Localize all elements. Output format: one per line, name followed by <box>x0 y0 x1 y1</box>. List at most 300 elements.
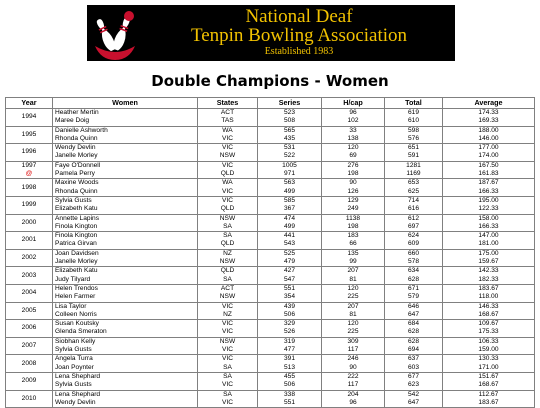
header-hcap: H/cap <box>322 98 385 109</box>
average-score: 177.00 <box>478 144 499 152</box>
player-name: Susan Koutsky <box>55 320 99 328</box>
average-score: 167.50 <box>478 161 499 169</box>
table-row <box>6 214 535 232</box>
average-score: 183.67 <box>478 285 499 293</box>
player-name: Helen Trendos <box>55 285 98 293</box>
average-score: 142.33 <box>478 267 499 275</box>
total-score: 576 <box>407 134 419 142</box>
series-score: 338 <box>283 390 295 398</box>
total-score: 684 <box>407 320 419 328</box>
player-name: Sylvia Gusts <box>55 346 92 354</box>
player-name-cell <box>53 320 198 338</box>
total-score: 677 <box>407 373 419 380</box>
handicap-cell <box>322 302 385 320</box>
state-cell <box>198 302 258 320</box>
player-name: Glenda Smeraton <box>55 328 107 336</box>
table-row <box>6 196 535 214</box>
average-score-cell <box>443 320 535 338</box>
series-score: 354 <box>283 293 295 301</box>
total-score: 609 <box>407 240 419 248</box>
state: VIC <box>222 134 233 142</box>
table-row <box>6 320 535 338</box>
player-name: Wendy Devlin <box>55 398 96 406</box>
average-score-cell <box>443 214 535 232</box>
total-score: 646 <box>407 302 419 310</box>
year-cell <box>6 144 53 162</box>
player-name: Elizabeth Katu <box>55 267 98 275</box>
handicap: 207 <box>347 267 359 275</box>
table-row <box>6 337 535 355</box>
state: NSW <box>219 258 236 266</box>
average-score-cell <box>443 196 535 214</box>
handicap: 129 <box>347 197 359 205</box>
player-name-cell <box>53 355 198 373</box>
series-score-cell <box>258 337 322 355</box>
player-name: Annette Lapins <box>55 214 99 222</box>
state-cell <box>198 144 258 162</box>
average-score-cell <box>443 232 535 250</box>
header-total: Total <box>385 98 443 109</box>
total-score: 647 <box>407 398 419 406</box>
handicap: 90 <box>349 179 357 187</box>
state: WA <box>222 179 233 187</box>
total-score-cell <box>385 267 443 285</box>
average-score: 181.00 <box>478 240 499 248</box>
year-value: 2010 <box>21 394 37 402</box>
state-cell <box>198 267 258 285</box>
average-score: 109.67 <box>478 320 499 328</box>
year-value: 1999 <box>21 201 37 209</box>
state: QLD <box>220 205 235 213</box>
table-row <box>6 144 535 162</box>
state-cell <box>198 372 258 390</box>
handicap: 198 <box>347 222 359 230</box>
handicap: 222 <box>347 373 359 380</box>
player-name: Lena Shephard <box>55 373 101 380</box>
series-score: 543 <box>283 240 295 248</box>
total-score: 610 <box>407 117 419 125</box>
total-score: 612 <box>407 214 419 222</box>
player-name: Rhonda Quinn <box>55 134 98 142</box>
handicap-cell <box>322 355 385 373</box>
total-score: 625 <box>407 187 419 195</box>
handicap: 117 <box>347 381 359 389</box>
series-score: 551 <box>283 285 295 293</box>
year-cell <box>6 267 53 285</box>
year-cell <box>6 161 53 179</box>
year-value: 2000 <box>21 218 37 226</box>
average-score: 151.67 <box>478 373 499 380</box>
year-value: 1994 <box>21 113 37 121</box>
state: SA <box>223 275 232 283</box>
state: VIC <box>222 161 233 169</box>
series-score: 441 <box>283 232 295 240</box>
handicap: 99 <box>349 258 357 266</box>
year-marker: @ <box>25 170 33 178</box>
handicap: 33 <box>349 126 357 134</box>
series-score: 585 <box>283 197 295 205</box>
total-score-cell <box>385 355 443 373</box>
table-row <box>6 109 535 127</box>
state: NZ <box>223 310 232 318</box>
state: SA <box>223 390 232 398</box>
series-score-cell <box>258 320 322 338</box>
series-score-cell <box>258 249 322 267</box>
state: NSW <box>219 152 236 160</box>
series-score: 329 <box>283 320 295 328</box>
year-cell <box>6 355 53 373</box>
average-score-cell <box>443 161 535 179</box>
handicap: 1138 <box>345 214 361 222</box>
total-score-cell <box>385 337 443 355</box>
average-score: 118.00 <box>478 293 499 301</box>
series-score-cell <box>258 372 322 390</box>
total-score: 542 <box>407 390 419 398</box>
banner-title-line1: National Deaf <box>245 6 353 27</box>
series-score: 435 <box>283 134 295 142</box>
average-score: 195.00 <box>478 197 499 205</box>
average-score: 169.33 <box>478 117 499 125</box>
average-score: 182.33 <box>478 275 499 283</box>
header-year: Year <box>6 98 53 109</box>
year-value: 2009 <box>21 377 37 385</box>
state-cell <box>198 214 258 232</box>
series-score: 508 <box>283 117 295 125</box>
series-score: 525 <box>283 249 295 257</box>
player-name: Rhonda Quinn <box>55 187 98 195</box>
total-score-cell <box>385 302 443 320</box>
player-name-cell <box>53 126 198 144</box>
average-score-cell <box>443 144 535 162</box>
player-name: Wendy Devlin <box>55 144 96 152</box>
average-score-cell <box>443 249 535 267</box>
state-cell <box>198 320 258 338</box>
handicap: 135 <box>347 249 359 257</box>
year-value: 1995 <box>21 130 37 138</box>
total-score: 623 <box>407 381 419 389</box>
player-name: Sylvia Gusts <box>55 381 92 389</box>
state: VIC <box>222 346 233 354</box>
series-score-cell <box>258 355 322 373</box>
year-value: 1996 <box>21 148 37 156</box>
handicap: 204 <box>347 390 359 398</box>
average-score: 188.00 <box>478 126 499 134</box>
total-score: 637 <box>407 355 419 363</box>
table-row <box>6 284 535 302</box>
player-name-cell <box>53 249 198 267</box>
average-score-cell <box>443 267 535 285</box>
series-score: 367 <box>283 205 295 213</box>
player-name: Joan Davidsen <box>55 249 99 257</box>
state: QLD <box>220 170 235 178</box>
handicap-cell <box>322 126 385 144</box>
player-name-cell <box>53 232 198 250</box>
state: SA <box>223 363 232 371</box>
series-score: 506 <box>283 381 295 389</box>
series-score: 547 <box>283 275 295 283</box>
association-banner <box>87 5 455 61</box>
total-score: 694 <box>407 346 419 354</box>
total-score: 660 <box>407 249 419 257</box>
player-name: Patrica Girvan <box>55 240 97 248</box>
series-score: 439 <box>283 302 295 310</box>
average-score: 166.33 <box>478 187 499 195</box>
handicap: 225 <box>347 293 359 301</box>
average-score: 146.33 <box>478 302 499 310</box>
player-name: Elizabeth Katu <box>55 205 98 213</box>
series-score: 565 <box>283 126 295 134</box>
year-value: 2004 <box>21 289 37 297</box>
year-cell <box>6 126 53 144</box>
series-score: 526 <box>283 328 295 336</box>
page-title: Double Champions - Women <box>151 72 389 90</box>
year-cell <box>6 284 53 302</box>
total-score: 647 <box>407 310 419 318</box>
series-score-cell <box>258 144 322 162</box>
series-score: 319 <box>283 337 295 345</box>
handicap-cell <box>322 196 385 214</box>
series-score-cell <box>258 126 322 144</box>
average-score: 168.67 <box>478 310 499 318</box>
year-value: 1998 <box>21 183 37 191</box>
year-cell <box>6 249 53 267</box>
player-name: Janelle Morley <box>55 152 98 160</box>
handicap-cell <box>322 109 385 127</box>
total-score: 634 <box>407 267 419 275</box>
series-score: 474 <box>283 214 295 222</box>
table-row <box>6 355 535 373</box>
player-name: Lena Shephard <box>55 390 101 398</box>
handicap: 225 <box>347 328 359 336</box>
bowling-pins-logo-icon <box>89 6 141 60</box>
series-score-cell <box>258 214 322 232</box>
average-score: 166.33 <box>478 222 499 230</box>
year-value: 2005 <box>21 306 37 314</box>
handicap-cell <box>322 372 385 390</box>
year-cell <box>6 214 53 232</box>
total-score: 697 <box>407 222 419 230</box>
player-name: Danielle Ashworth <box>55 126 108 134</box>
series-score: 531 <box>283 144 295 152</box>
series-score: 523 <box>283 109 295 117</box>
state: WA <box>222 126 233 134</box>
series-score-cell <box>258 161 322 179</box>
player-name: Faye O'Donnell <box>55 161 101 169</box>
player-name-cell <box>53 144 198 162</box>
table-row <box>6 302 535 320</box>
average-score: 161.83 <box>478 170 499 178</box>
player-name: Lisa Taylor <box>55 302 87 310</box>
state: VIC <box>222 320 233 328</box>
total-score: 628 <box>407 275 419 283</box>
total-score: 671 <box>407 285 419 293</box>
total-score: 624 <box>407 232 419 240</box>
year-value: 2003 <box>21 271 37 279</box>
average-score: 146.00 <box>478 134 499 142</box>
state-cell <box>198 179 258 197</box>
player-name: Judy Tilyard <box>55 275 91 283</box>
state: QLD <box>220 240 235 248</box>
header-average: Average <box>443 98 535 109</box>
table-row <box>6 126 535 144</box>
total-score-cell <box>385 179 443 197</box>
handicap-cell <box>322 179 385 197</box>
table-header-row <box>6 98 535 109</box>
handicap: 138 <box>347 134 359 142</box>
average-score: 122.33 <box>478 205 499 213</box>
handicap: 126 <box>347 187 359 195</box>
handicap: 102 <box>347 117 359 125</box>
player-name-cell <box>53 337 198 355</box>
state-cell <box>198 284 258 302</box>
series-score-cell <box>258 179 322 197</box>
player-name: Sylvia Gusts <box>55 197 92 205</box>
header-states: States <box>198 98 258 109</box>
average-score-cell <box>443 302 535 320</box>
player-name-cell <box>53 109 198 127</box>
total-score: 651 <box>407 144 419 152</box>
state: VIC <box>222 144 233 152</box>
series-score: 479 <box>283 258 295 266</box>
state: NZ <box>223 249 232 257</box>
average-score: 174.00 <box>478 152 499 160</box>
year-value: 2007 <box>21 341 37 349</box>
total-score-cell <box>385 161 443 179</box>
handicap: 69 <box>349 152 357 160</box>
state: VIC <box>222 355 233 363</box>
handicap: 81 <box>349 275 357 283</box>
series-score: 563 <box>283 179 295 187</box>
series-score-cell <box>258 232 322 250</box>
state: SA <box>223 373 232 380</box>
average-score: 159.00 <box>478 346 499 354</box>
handicap: 66 <box>349 240 357 248</box>
series-score: 477 <box>283 346 295 354</box>
handicap: 120 <box>347 144 359 152</box>
player-name: Colleen Norris <box>55 310 97 318</box>
player-name: Maree Doig <box>55 117 90 125</box>
table-row <box>6 249 535 267</box>
average-score: 174.33 <box>478 109 499 117</box>
state-cell <box>198 232 258 250</box>
handicap: 246 <box>347 355 359 363</box>
handicap-cell <box>322 337 385 355</box>
average-score-cell <box>443 372 535 390</box>
player-name: Finola Kington <box>55 232 98 240</box>
year-value: 2002 <box>21 253 37 261</box>
average-score-cell <box>443 337 535 355</box>
average-score: 183.67 <box>478 398 499 406</box>
total-score: 628 <box>407 337 419 345</box>
average-score-cell <box>443 284 535 302</box>
average-score-cell <box>443 179 535 197</box>
year-cell <box>6 337 53 355</box>
state: SA <box>223 232 232 240</box>
average-score: 158.00 <box>478 214 499 222</box>
total-score: 714 <box>407 197 419 205</box>
state-cell <box>198 249 258 267</box>
handicap: 96 <box>349 109 357 117</box>
handicap: 96 <box>349 398 357 406</box>
series-score: 971 <box>283 170 295 178</box>
series-score: 506 <box>283 310 295 318</box>
player-name-cell <box>53 196 198 214</box>
average-score-cell <box>443 355 535 373</box>
handicap: 276 <box>347 161 359 169</box>
handicap: 198 <box>347 170 359 178</box>
total-score: 579 <box>407 293 419 301</box>
total-score-cell <box>385 126 443 144</box>
series-score-cell <box>258 109 322 127</box>
series-score: 455 <box>283 373 295 380</box>
player-name: Maxine Woods <box>55 179 99 187</box>
average-score-cell <box>443 126 535 144</box>
table-row <box>6 232 535 250</box>
year-value: 2001 <box>21 236 37 244</box>
average-score: 112.67 <box>478 390 499 398</box>
player-name: Siobhan Kelly <box>55 337 96 345</box>
series-score: 427 <box>283 267 295 275</box>
state: NSW <box>219 337 236 345</box>
year-value: 2006 <box>21 324 37 332</box>
average-score: 130.33 <box>478 355 499 363</box>
state-cell <box>198 337 258 355</box>
header-series: Series <box>258 98 322 109</box>
average-score: 175.33 <box>478 328 499 336</box>
state: VIC <box>222 381 233 389</box>
handicap: 81 <box>349 310 357 318</box>
year-cell <box>6 320 53 338</box>
table-row <box>6 372 535 390</box>
average-score: 168.67 <box>478 381 499 389</box>
year-cell <box>6 196 53 214</box>
player-name-cell <box>53 372 198 390</box>
state-cell <box>198 126 258 144</box>
average-score-cell <box>443 109 535 127</box>
series-score: 513 <box>283 363 295 371</box>
series-score-cell <box>258 196 322 214</box>
state: TAS <box>221 117 234 125</box>
handicap: 120 <box>347 285 359 293</box>
player-name: Heather Mertin <box>55 109 99 117</box>
total-score: 591 <box>407 152 419 160</box>
total-score: 619 <box>407 109 419 117</box>
total-score-cell <box>385 372 443 390</box>
state-cell <box>198 355 258 373</box>
total-score: 603 <box>407 363 419 371</box>
handicap-cell <box>322 144 385 162</box>
total-score: 1281 <box>406 161 421 169</box>
handicap: 249 <box>347 205 359 213</box>
double-champions-table <box>5 97 535 408</box>
handicap-cell <box>322 249 385 267</box>
series-score: 499 <box>283 187 295 195</box>
total-score: 628 <box>407 328 419 336</box>
year-cell <box>6 232 53 250</box>
total-score-cell <box>385 232 443 250</box>
header-women: Women <box>53 98 198 109</box>
average-score: 187.67 <box>478 179 499 187</box>
total-score-cell <box>385 196 443 214</box>
state-cell <box>198 196 258 214</box>
state-cell <box>198 109 258 127</box>
player-name: Pamela Perry <box>55 170 95 178</box>
table-row <box>6 179 535 197</box>
player-name-cell <box>53 161 198 179</box>
player-name: Helen Farmer <box>55 293 96 301</box>
table-row <box>6 267 535 285</box>
series-score-cell <box>258 302 322 320</box>
